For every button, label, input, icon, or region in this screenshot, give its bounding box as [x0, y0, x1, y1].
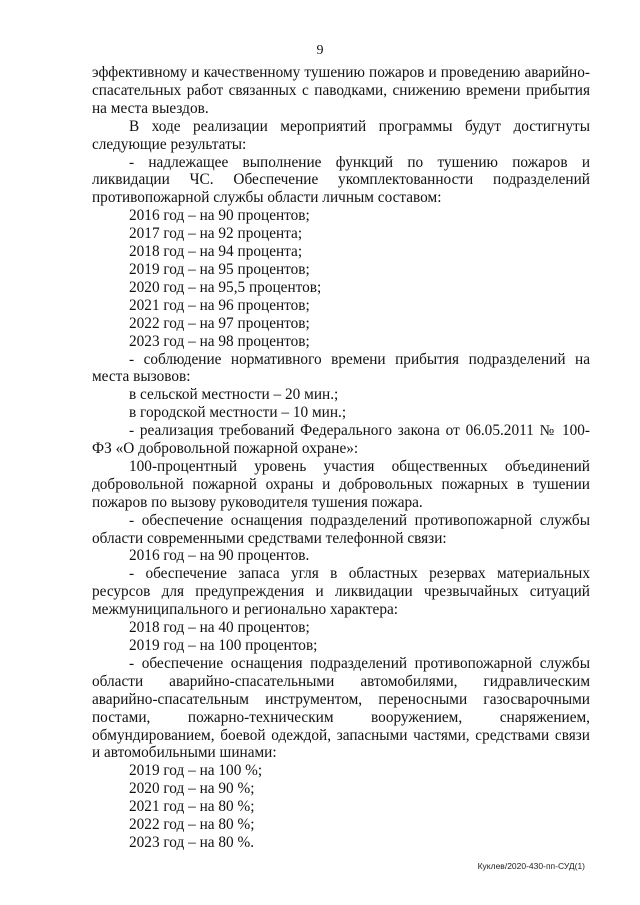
coal-target-list [92, 619, 590, 655]
paragraph-equipment: - обеспечение оснащения подразделений противопожарной службы области аварийно-спасательными автомобилями, гидравлическим аварийно-спасательным инструментом, переносными газосварочными постами, пожарно-техническим вооружением, снаряжением, обмундированием, боевой одеждой, запасными частями, средствами связи и автомобильными шинами: [92, 654, 590, 762]
staffing-target-list [92, 207, 590, 350]
list-item: 2018 год – на 94 процента; [129, 243, 303, 261]
paragraph-phone: - обеспечение оснащения подразделений противопожарной службы области современными средствами телефонной связи: [92, 511, 590, 547]
list-item: 2020 год – на 95,5 процентов; [129, 278, 322, 296]
list-item: 2021 год – на 96 процентов; [129, 296, 310, 314]
list-item: 2023 год – на 80 %. [129, 833, 255, 851]
paragraph-staffing: - надлежащее выполнение функций по тушению пожаров и ликвидации ЧС. Обеспечение укомплектованности подразделений противопожарной службы области личным составом: [92, 153, 590, 207]
list-item: в сельской местности – 20 мин.; [129, 386, 339, 404]
paragraph-results: В ходе реализации мероприятий программы будут достигнуты следующие результаты: [92, 117, 590, 153]
list-item: 2017 год – на 92 процента; [129, 225, 303, 243]
document-footer-code: Куклев/2020-430-пп-СУД(1) [477, 861, 585, 871]
paragraph-intro: эффективному и качественному тушению пожаров и проведению аварийно-спасательных работ связанных с паводками, снижению времени прибытия на места выездов. [92, 64, 590, 117]
list-item: 2023 год – на 98 процентов; [129, 332, 310, 350]
paragraph-coal: - обеспечение запаса угля в областных резервах материальных ресурсов для предупреждения и ликвидации чрезвычайных ситуаций межмуниципального и регионально характера: [92, 565, 590, 619]
list-item: 2019 год – на 100 процентов; [129, 637, 318, 654]
paragraph-arrival: - соблюдение нормативного времени прибытия подразделений на места вызовов: [92, 350, 590, 386]
page-number: 9 [316, 43, 324, 58]
list-item: 2018 год – на 40 процентов; [129, 619, 310, 637]
paragraph-volunteer: 100-процентный уровень участия общественных объединений добровольной пожарной охраны и добровольных пожарных в тушении пожаров по вызову руководителя тушения пожара. [92, 457, 590, 511]
list-item: 2016 год – на 90 процентов; [129, 207, 310, 225]
list-item: 2022 год – на 80 %; [129, 816, 255, 834]
arrival-time-list [92, 386, 590, 422]
list-item: в городской местности – 10 мин.; [129, 404, 347, 422]
equipment-target-list [92, 762, 590, 852]
list-item: 2020 год – на 90 %; [129, 780, 255, 798]
list-item: 2016 год – на 90 процентов. [129, 547, 310, 565]
document-body [92, 64, 590, 852]
list-item: 2022 год – на 97 процентов; [129, 314, 310, 332]
list-item: 2019 год – на 100 %; [129, 762, 263, 780]
phone-target-list [92, 547, 590, 565]
list-item: 2019 год – на 95 процентов; [129, 260, 310, 278]
paragraph-federal-law: - реализация требований Федерального закона от 06.05.2011 № 100-ФЗ «О добровольной пожарной охране»: [92, 422, 590, 458]
list-item: 2021 год – на 80 %; [129, 798, 255, 816]
